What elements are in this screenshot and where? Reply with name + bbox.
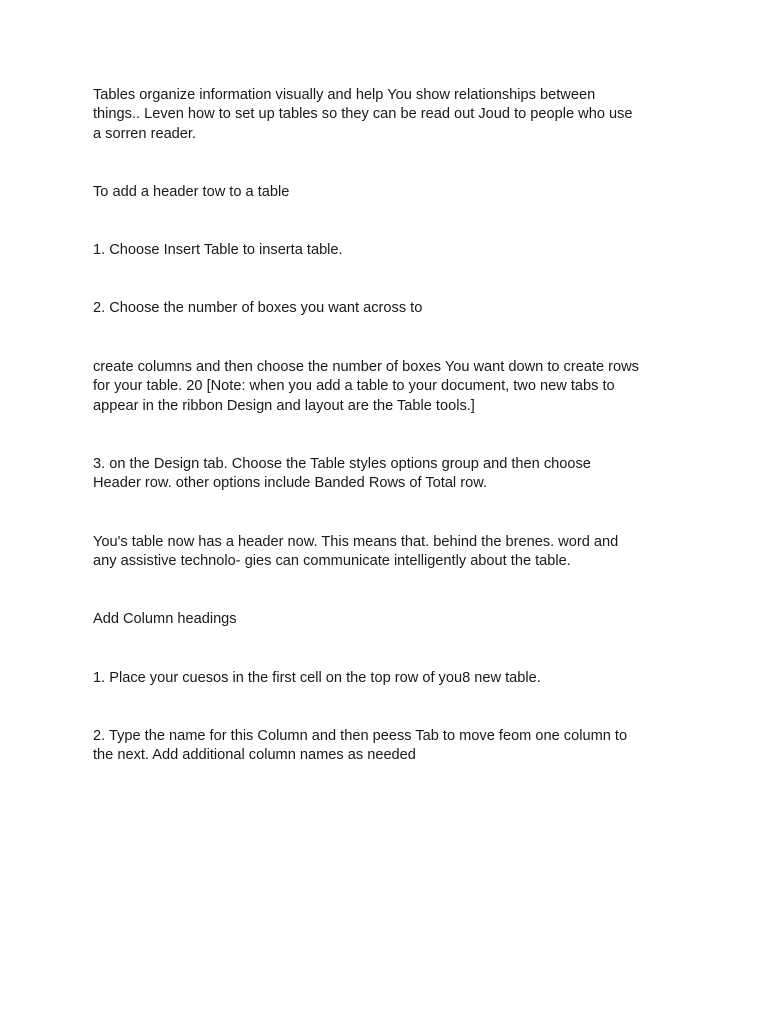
text-line: appear in the ribbon Design and layout are the Table tools.] [93, 397, 475, 414]
step-2-continued-paragraph [93, 358, 683, 416]
text-line: create columns and then choose the number of boxes You want down to create rows [93, 359, 639, 375]
column-step-1-paragraph [93, 669, 683, 688]
text-line: 2. Type the name for this Column and then peess Tab to move feom one column to [93, 728, 628, 744]
step-3-paragraph [93, 455, 683, 494]
intro-paragraph [93, 86, 683, 144]
text-line: a sorren reader. [93, 125, 197, 142]
step-2-paragraph [93, 299, 683, 318]
text-line: Tables organize information visually and help You show relationships between [93, 87, 596, 103]
text-line: any assistive technolo- gies can communicate intelligently about the table. [93, 553, 571, 570]
text-line: 1. Place your cuesos in the first cell on the top row of you8 new table. [93, 670, 541, 686]
text-line: 2. Choose the number of boxes you want across to [93, 300, 423, 316]
result-paragraph [93, 533, 683, 572]
text-line: To add a header tow to a table [93, 184, 290, 200]
text-line: for your table. 20 [Note: when you add a table to your document, two new tabs to [93, 378, 615, 395]
text-line: You's table now has a header now. This means that. behind the brenes. word and [93, 534, 619, 550]
text-line: the next. Add additional column names as needed [93, 747, 416, 764]
text-line: 3. on the Design tab. Choose the Table styles options group and then choose [93, 456, 591, 472]
text-line: Header row. other options include Banded Rows of Total row. [93, 475, 487, 492]
step-1-paragraph [93, 241, 683, 260]
column-step-2-paragraph [93, 727, 683, 766]
section-heading-header-row [93, 183, 683, 202]
section-heading-column [93, 610, 683, 629]
text-line: Add Column headings [93, 611, 237, 627]
text-line: 1. Choose Insert Table to inserta table. [93, 242, 343, 258]
text-line: things.. Leven how to set up tables so they can be read out Joud to people who use [93, 106, 633, 123]
